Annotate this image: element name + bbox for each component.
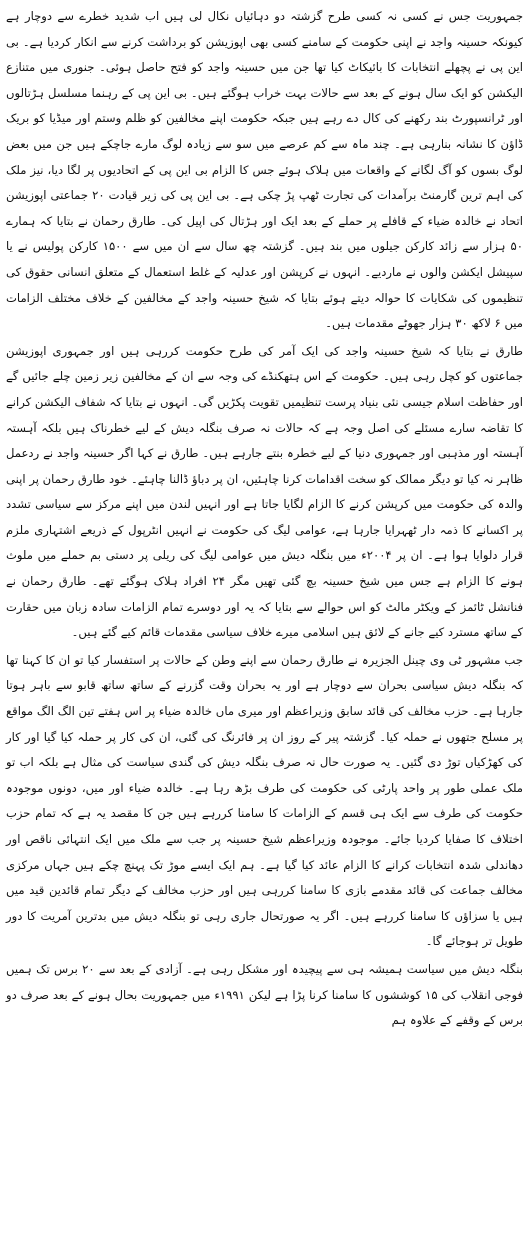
article-paragraph-2: طارق نے بتایا کہ شیخ حسینہ واجد کی ایک آمر کی طرح حکومت کررہی ہیں اور جمہوری اپوزیشن جماعتوں کو کچل رہی ہیں۔ حکومت کے اس ہتھکنڈے کی وجہ سے ان کے مخالفین زیر زمین چلے جائیں گے اور حفاظت اسلام جیسی نئی بنیاد پرست تنظیمیں تقویت پکڑیں گی۔ انہوں نے بتایا کہ شفاف الیکشن کرانے کا تقاضہ سارے مسئلے کی اصل وجہ ہے کہ حالات نہ صرف بنگلہ دیش کے لیے خطرناک ہیں بلکہ آہستہ آہستہ اور مذہبی اور جمہوری دنیا کے لیے خطرہ بنتے جارہے ہیں۔ طارق نے کہا اگر حسینہ واجد نے ردعمل ظاہر نہ کیا تو دیگر ممالک کو سخت اقدامات کرنا چاہئیں، ان پر دباؤ ڈالنا چاہئے۔ خود طارق رحمان پر اپنی والدہ کی حکومت میں کرپشن کرنے کا الزام لگایا جاتا ہے اور انہیں لندن میں اپنے مرکز سے سیاسی تشدد پر اکسانے کا ذمہ دار ٹھہرایا جارہا ہے، عوامی لیگ کی حکومت نے انہیں انٹرپول کے ذریعے اشتہاری ملزم قرار دلوایا ہوا ہے۔ ان پر ۲۰۰۴ء میں بنگلہ دیش میں عوامی لیگ کی ریلی پر دستی بم حملے میں ملوث ہونے کا الزام ہے جس میں شیخ حسینہ بچ گئی تھیں مگر ۲۴ افراد ہلاک ہوگئے تھے۔ طارق رحمان نے فنانشل ٹائمز کے ویکٹر مالٹ کو اس حوالے سے بتایا کہ یہ اور دوسرے تمام الزامات سادہ زبان میں حقارت کے ساتھ مسترد کیے جانے کے لائق ہیں اسلامی میرے خلاف سیاسی مقدمات قائم کیے گئے ہیں۔ (6, 343, 524, 640)
article-paragraph-1: جمہوریت جس نے کسی نہ کسی طرح گزشتہ دو دہائیاں نکال لی ہیں اب شدید خطرے سے دوچار ہے کیونکہ حسینہ واجد نے اپنی حکومت کے سامنے کسی بھی اپوزیشن کو برداشت کرنے سے انکار کردیا ہے۔ بی این پی نے پچھلے انتخابات کا بائیکاٹ کیا تھا جن میں حسینہ واجد کو فتح حاصل ہوئی۔ جنوری میں متنازع الیکشن کو ایک سال ہونے کے بعد سے حالات بہت خراب ہوگئے ہیں۔ بی این پی کے رہنما مسلسل ہڑتالوں اور ٹرانسپورٹ بند رکھنے کی کال دے رہے ہیں جبکہ حکومت اپنے مخالفین کو ظلم وستم اور میڈیا کو بریک ڈاؤن کا نشانہ بنارہی ہے۔ چند ماہ سے کم عرصے میں سو سے زیادہ لوگ مارے جاچکے ہیں جن میں بعض لوگ بسوں کو آگ لگانے کے واقعات میں ہلاک ہوئے جس کا الزام بی این پی کے اتحادیوں پر لگا دیا، نیز ملک کی اہم ترین گارمنٹ برآمدات کی تجارت ٹھپ پڑ چکی ہے۔ بی این پی کی زیر قیادت ۲۰ جماعتی اپوزیشن اتحاد نے خالدہ ضیاء کے قافلے پر حملے کے بعد ایک اور ہڑتال کی اپیل کی۔ طارق رحمان نے بتایا کہ ہمارے ۵۰ ہزار سے زائد کارکن جیلوں میں بند ہیں۔ گزشتہ چھ سال سے ان میں سے ۱۵۰۰ کارکن پولیس نے یا سپیشل ایکشن والوں نے ماردیے۔ انہوں نے کرپشن اور عدلیہ کے غلط استعمال کے متعلق انسانی حقوق کی تنظیموں کی شکایات کا حوالہ دیتے ہوئے بتایا کہ شیخ حسینہ واجد کے مخالفین کے خلاف مختلف الزامات میں ۶ لاکھ ۳۰ ہزار جھوٹے مقدمات ہیں۔ (6, 9, 524, 331)
article-paragraph-3: جب مشہور ٹی وی چینل الجزیرہ نے طارق رحمان سے اپنے وطن کے حالات پر استفسار کیا تو ان کا کہنا تھا کہ بنگلہ دیش سیاسی بحران سے دوچار ہے اور یہ بحران وقت گزرنے کے ساتھ ساتھ قابو سے باہر ہوتا جارہا ہے۔ حزب مخالف کی قائد سابق وزیراعظم اور میری ماں خالدہ ضیاء پر اس ہفتے تین الگ الگ مواقع پر مسلح جتھوں نے حملہ کیا۔ گزشتہ پیر کے روز ان پر فائرنگ کی گئی، ان کی کار پر حملہ کیا گیا اور کار کی کھڑکیاں توڑ دی گئیں۔ یہ صورت حال نہ صرف بنگلہ دیش کی گندی سیاست کی مثال ہے بلکہ اب تو ملک عملی طور پر واحد پارٹی کی حکومت کی طرف بڑھ رہا ہے۔ خالدہ ضیاء اور میں، دونوں موجودہ حکومت کی طرف سے ایک ہی قسم کے الزامات کا سامنا کررہے ہیں جن کا مقصد یہ ہے کہ تمام حزب اختلاف کا صفایا کردیا جائے۔ موجودہ وزیراعظم شیخ حسینہ پر جب سے ملک میں ایک انتہائی ناقص اور دھاندلی شدہ انتخابات کرانے کا الزام عائد کیا گیا ہے۔ ہم ایک ایسے موڑ تک پہنچ چکے ہیں جہاں مرکزی مخالف جماعت کی قائد مقدمے بازی کا سامنا کررہی ہیں اور حزب مخالف کے دیگر تمام قائدین قید میں ہیں یا سزاؤں کا سامنا کررہے ہیں۔ اگر یہ صورتحال جاری رہی تو بنگلہ دیش میں بدترین آمریت کا دور طویل تر ہوجائے گا۔ (6, 652, 523, 949)
article-paragraph-4: بنگلہ دیش میں سیاست ہمیشہ ہی سے پیچیدہ اور مشکل رہی ہے۔ آزادی کے بعد سے ۲۰ برس تک ہمیں فوجی انقلاب کی ۱۵ کوششوں کا سامنا کرنا پڑا ہے لیکن ۱۹۹۱ء میں جمہوریت بحال ہونے کے بعد صرف دو برس کے وقفے کے علاوہ ہم (6, 961, 523, 1028)
